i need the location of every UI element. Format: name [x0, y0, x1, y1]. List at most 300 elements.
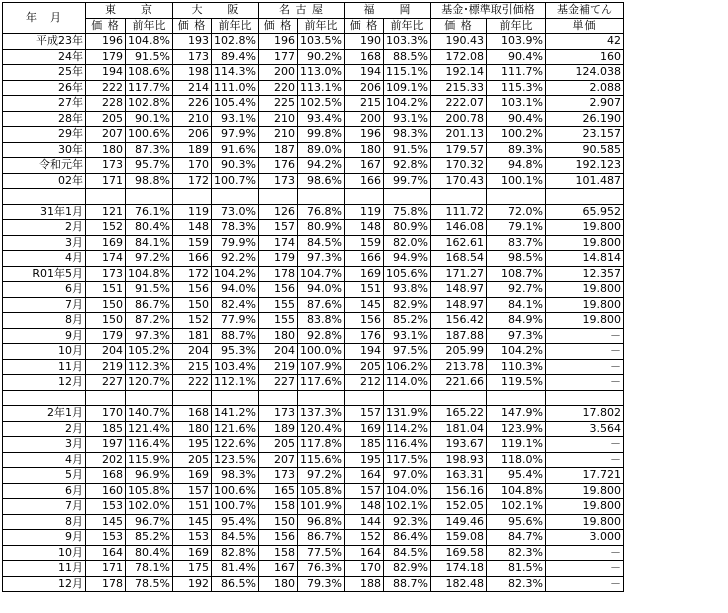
fukuoka-price-cell: 205: [344, 359, 383, 375]
osaka-price-cell: 168: [172, 406, 211, 422]
fukuoka-price-cell: 185: [344, 437, 383, 453]
subsidy-unit-cell: 19.800: [545, 235, 623, 251]
nagoya-price-cell: 180: [258, 328, 297, 344]
tokyo-yoy-cell: 80.4%: [126, 545, 173, 561]
tokyo-price-cell: 196: [86, 34, 126, 50]
nagoya-yoy-cell: 104.7%: [297, 266, 344, 282]
fukuoka-yoy-cell: 82.9%: [383, 561, 430, 577]
table-row: [3, 80, 624, 96]
fukuoka-yoy-cell: 97.5%: [383, 344, 430, 360]
fund-yoy-cell: 89.3%: [486, 142, 545, 158]
fund-price-cell: 181.04: [430, 421, 486, 437]
tokyo-yoy-cell: 115.9%: [126, 452, 173, 468]
osaka-price-cell: 152: [172, 313, 211, 329]
table-row: [3, 406, 624, 422]
fukuoka-price-cell: 164: [344, 545, 383, 561]
nagoya-price-cell: 204: [258, 344, 297, 360]
osaka-price-cell: 173: [172, 49, 211, 65]
table-row: [3, 468, 624, 484]
table-header: [3, 3, 624, 34]
tokyo-yoy-cell: 85.2%: [126, 530, 173, 546]
nagoya-yoy-cell: 93.4%: [297, 111, 344, 127]
table-row: [3, 437, 624, 453]
tokyo-price-cell: 169: [86, 235, 126, 251]
fund-price-cell: 179.57: [430, 142, 486, 158]
nagoya-price-cell: 174: [258, 235, 297, 251]
tokyo-yoy-cell: 87.2%: [126, 313, 173, 329]
tokyo-price-header: 価 格: [86, 18, 126, 34]
fund-yoy-cell: 84.1%: [486, 297, 545, 313]
tokyo-price-cell: 173: [86, 158, 126, 174]
tokyo-yoy-cell: 102.0%: [126, 499, 173, 515]
nagoya-yoy-cell: 79.3%: [297, 576, 344, 592]
nagoya-yoy-cell: 117.6%: [297, 375, 344, 391]
fund-price-cell: 149.46: [430, 514, 486, 530]
period-cell: 4月: [3, 452, 86, 468]
fund-yoy-cell: 92.7%: [486, 282, 545, 298]
fund-yoy-cell: 110.3%: [486, 359, 545, 375]
nagoya-yoy-cell: 89.0%: [297, 142, 344, 158]
tokyo-price-cell: 207: [86, 127, 126, 143]
nagoya-yoy-cell: 76.8%: [297, 204, 344, 220]
nagoya-price-cell: 157: [258, 220, 297, 236]
osaka-price-cell: 192: [172, 576, 211, 592]
fund-price-cell: 163.31: [430, 468, 486, 484]
tokyo-yoy-cell: 78.5%: [126, 576, 173, 592]
fukuoka-price-cell: 180: [344, 142, 383, 158]
nagoya-price-cell: 176: [258, 158, 297, 174]
nagoya-yoy-cell: 120.4%: [297, 421, 344, 437]
fund-price-cell: 198.93: [430, 452, 486, 468]
osaka-yoy-cell: 77.9%: [211, 313, 258, 329]
fund-yoy-cell: 108.7%: [486, 266, 545, 282]
fukuoka-yoy-cell: 92.8%: [383, 158, 430, 174]
osaka-price-cell: 119: [172, 204, 211, 220]
fukuoka-price-cell: 166: [344, 251, 383, 267]
tokyo-price-cell: 121: [86, 204, 126, 220]
period-cell: 25年: [3, 65, 86, 81]
osaka-yoy-cell: 92.2%: [211, 251, 258, 267]
tokyo-yoy-cell: 105.2%: [126, 344, 173, 360]
nagoya-yoy-cell: 97.3%: [297, 251, 344, 267]
fund-yoy-cell: 119.1%: [486, 437, 545, 453]
fukuoka-yoy-cell: 115.1%: [383, 65, 430, 81]
nagoya-price-cell: 155: [258, 297, 297, 313]
subsidy-unit-cell: 3.000: [545, 530, 623, 546]
fund-yoy-cell: 84.7%: [486, 530, 545, 546]
tokyo-price-cell: 204: [86, 344, 126, 360]
tokyo-yoy-cell: 91.5%: [126, 282, 173, 298]
fund-yoy-cell: 81.5%: [486, 561, 545, 577]
fund-price-cell: 201.13: [430, 127, 486, 143]
fukuoka-yoy-header: 前年比: [383, 18, 430, 34]
fund-yoy-cell: 82.3%: [486, 545, 545, 561]
period-cell: 令和元年: [3, 158, 86, 174]
fukuoka-yoy-cell: 114.2%: [383, 421, 430, 437]
nagoya-price-cell: 210: [258, 127, 297, 143]
fukuoka-price-cell: 119: [344, 204, 383, 220]
tokyo-price-cell: 179: [86, 49, 126, 65]
period-cell: 4月: [3, 251, 86, 267]
price-table: [2, 2, 624, 592]
table-row: [3, 421, 624, 437]
tokyo-yoy-cell: 97.2%: [126, 251, 173, 267]
osaka-price-cell: 215: [172, 359, 211, 375]
osaka-yoy-cell: 95.3%: [211, 344, 258, 360]
nagoya-yoy-cell: [297, 189, 344, 205]
period-cell: 2月: [3, 220, 86, 236]
osaka-price-cell: 222: [172, 375, 211, 391]
nagoya-price-cell: [258, 390, 297, 406]
subsidy-unit-cell: －: [545, 545, 623, 561]
osaka-price-cell: 204: [172, 344, 211, 360]
osaka-price-cell: 157: [172, 483, 211, 499]
nagoya-yoy-cell: 99.8%: [297, 127, 344, 143]
osaka-price-cell: 170: [172, 158, 211, 174]
fund-yoy-cell: 115.3%: [486, 80, 545, 96]
fund-price-cell: 170.32: [430, 158, 486, 174]
table-row: [3, 576, 624, 592]
nagoya-yoy-cell: 97.2%: [297, 468, 344, 484]
tokyo-price-cell: 228: [86, 96, 126, 112]
fund-price-cell: 200.78: [430, 111, 486, 127]
tokyo-yoy-cell: 87.3%: [126, 142, 173, 158]
table-row: [3, 127, 624, 143]
fund-price-cell: 222.07: [430, 96, 486, 112]
fund-price-cell: 165.22: [430, 406, 486, 422]
tokyo-yoy-cell: 95.7%: [126, 158, 173, 174]
nagoya-price-cell: 189: [258, 421, 297, 437]
subsidy-unit-header: 単価: [545, 18, 623, 34]
table-body: [3, 34, 624, 592]
osaka-yoy-cell: 122.6%: [211, 437, 258, 453]
fukuoka-yoy-cell: 86.4%: [383, 530, 430, 546]
fund-price-cell: 146.08: [430, 220, 486, 236]
fund-price-cell: 148.97: [430, 297, 486, 313]
subsidy-unit-cell: －: [545, 375, 623, 391]
fukuoka-price-cell: [344, 189, 383, 205]
osaka-yoy-cell: 91.6%: [211, 142, 258, 158]
nagoya-yoy-cell: 92.8%: [297, 328, 344, 344]
nagoya-yoy-cell: 102.5%: [297, 96, 344, 112]
fukuoka-price-cell: 169: [344, 266, 383, 282]
osaka-yoy-cell: 114.3%: [211, 65, 258, 81]
osaka-price-cell: [172, 189, 211, 205]
fund-price-cell: 192.14: [430, 65, 486, 81]
fukuoka-price-cell: 167: [344, 158, 383, 174]
osaka-yoy-cell: 84.5%: [211, 530, 258, 546]
osaka-yoy-cell: 121.6%: [211, 421, 258, 437]
tokyo-yoy-cell: 97.3%: [126, 328, 173, 344]
fund-price-cell: 156.16: [430, 483, 486, 499]
tokyo-price-cell: 180: [86, 142, 126, 158]
nagoya-price-cell: 207: [258, 452, 297, 468]
osaka-yoy-cell: 123.5%: [211, 452, 258, 468]
fukuoka-yoy-cell: 114.0%: [383, 375, 430, 391]
fund-yoy-cell: 100.1%: [486, 173, 545, 189]
nagoya-yoy-cell: 115.6%: [297, 452, 344, 468]
subsidy-unit-cell: 19.800: [545, 220, 623, 236]
fukuoka-price-cell: 157: [344, 406, 383, 422]
table-row: [3, 251, 624, 267]
spacer-row: [3, 189, 624, 205]
nagoya-price-header: 価 格: [258, 18, 297, 34]
fukuoka-yoy-cell: 93.8%: [383, 282, 430, 298]
subsidy-unit-cell: 17.721: [545, 468, 623, 484]
osaka-price-cell: 189: [172, 142, 211, 158]
spacer-row: [3, 390, 624, 406]
tokyo-yoy-cell: 104.8%: [126, 34, 173, 50]
fukuoka-price-cell: 206: [344, 80, 383, 96]
osaka-yoy-cell: 89.4%: [211, 49, 258, 65]
table-row: [3, 220, 624, 236]
tokyo-yoy-cell: 96.9%: [126, 468, 173, 484]
osaka-yoy-cell: 111.0%: [211, 80, 258, 96]
osaka-price-cell: 198: [172, 65, 211, 81]
fukuoka-price-cell: 144: [344, 514, 383, 530]
fund-yoy-cell: [486, 390, 545, 406]
fukuoka-yoy-cell: 80.9%: [383, 220, 430, 236]
fukuoka-yoy-cell: 82.0%: [383, 235, 430, 251]
fund-yoy-cell: 147.9%: [486, 406, 545, 422]
subsidy-unit-cell: 19.800: [545, 514, 623, 530]
subsidy-unit-cell: 19.800: [545, 313, 623, 329]
fund-price-cell: 213.78: [430, 359, 486, 375]
tokyo-yoy-cell: 140.7%: [126, 406, 173, 422]
fund-yoy-cell: 104.8%: [486, 483, 545, 499]
fukuoka-price-cell: 148: [344, 499, 383, 515]
osaka-price-cell: 193: [172, 34, 211, 50]
fund-yoy-cell: 100.2%: [486, 127, 545, 143]
fund-price-cell: 190.43: [430, 34, 486, 50]
nagoya-price-cell: 150: [258, 514, 297, 530]
fund-yoy-cell: 98.5%: [486, 251, 545, 267]
tokyo-yoy-cell: 91.5%: [126, 49, 173, 65]
osaka-price-cell: 206: [172, 127, 211, 143]
osaka-yoy-cell: 102.8%: [211, 34, 258, 50]
subsidy-unit-cell: －: [545, 576, 623, 592]
fukuoka-price-cell: 164: [344, 468, 383, 484]
tokyo-price-cell: 202: [86, 452, 126, 468]
nagoya-price-cell: 180: [258, 576, 297, 592]
nagoya-price-cell: 220: [258, 80, 297, 96]
period-cell: 3月: [3, 437, 86, 453]
fund-price-cell: 193.67: [430, 437, 486, 453]
osaka-price-cell: 156: [172, 282, 211, 298]
tokyo-price-cell: 153: [86, 530, 126, 546]
nagoya-price-cell: 225: [258, 96, 297, 112]
fund-price-header: 基金･標準取引価格: [430, 3, 545, 19]
tokyo-yoy-cell: 84.1%: [126, 235, 173, 251]
fukuoka-yoy-cell: 131.9%: [383, 406, 430, 422]
tokyo-yoy-cell: 98.8%: [126, 173, 173, 189]
fund-yoy-cell: 79.1%: [486, 220, 545, 236]
osaka-yoy-cell: 81.4%: [211, 561, 258, 577]
nagoya-price-cell: 165: [258, 483, 297, 499]
osaka-price-cell: 175: [172, 561, 211, 577]
period-cell: 8月: [3, 514, 86, 530]
osaka-price-cell: 148: [172, 220, 211, 236]
fukuoka-yoy-cell: 103.3%: [383, 34, 430, 50]
fukuoka-price-cell: 212: [344, 375, 383, 391]
fukuoka-price-cell: 176: [344, 328, 383, 344]
subsidy-unit-cell: 124.038: [545, 65, 623, 81]
table-row: [3, 344, 624, 360]
osaka-yoy-cell: 97.9%: [211, 127, 258, 143]
fukuoka-yoy-cell: 93.1%: [383, 328, 430, 344]
nagoya-yoy-cell: 117.8%: [297, 437, 344, 453]
fukuoka-price-cell: 170: [344, 561, 383, 577]
osaka-price-cell: 172: [172, 173, 211, 189]
tokyo-price-cell: 179: [86, 328, 126, 344]
nagoya-price-cell: 156: [258, 530, 297, 546]
osaka-price-cell: 226: [172, 96, 211, 112]
osaka-price-header: 価 格: [172, 18, 211, 34]
table-row: [3, 545, 624, 561]
tokyo-price-cell: 152: [86, 220, 126, 236]
fund-yoy-cell: 103.1%: [486, 96, 545, 112]
subsidy-unit-cell: 19.800: [545, 483, 623, 499]
fukuoka-yoy-cell: 106.2%: [383, 359, 430, 375]
tokyo-yoy-cell: 104.8%: [126, 266, 173, 282]
fund-price-cell: 111.72: [430, 204, 486, 220]
period-cell: 2月: [3, 421, 86, 437]
nagoya-price-cell: 158: [258, 499, 297, 515]
nagoya-price-cell: 205: [258, 437, 297, 453]
table-row: [3, 49, 624, 65]
fukuoka-yoy-cell: 85.2%: [383, 313, 430, 329]
fund-yoy-cell: 118.0%: [486, 452, 545, 468]
osaka-yoy-cell: [211, 189, 258, 205]
tokyo-price-cell: 227: [86, 375, 126, 391]
tokyo-price-cell: 171: [86, 173, 126, 189]
tokyo-price-cell: 178: [86, 576, 126, 592]
fukuoka-yoy-cell: [383, 189, 430, 205]
osaka-yoy-cell: 95.4%: [211, 514, 258, 530]
period-cell: 12月: [3, 576, 86, 592]
tokyo-yoy-cell: 120.7%: [126, 375, 173, 391]
period-cell: 9月: [3, 530, 86, 546]
osaka-price-cell: 181: [172, 328, 211, 344]
nagoya-price-cell: 179: [258, 251, 297, 267]
osaka-price-cell: 195: [172, 437, 211, 453]
tokyo-yoy-cell: 102.8%: [126, 96, 173, 112]
subsidy-unit-cell: 2.088: [545, 80, 623, 96]
period-cell: 24年: [3, 49, 86, 65]
period-cell: 平成23年: [3, 34, 86, 50]
fund-price-cell: 148.97: [430, 282, 486, 298]
fukuoka-yoy-cell: 102.1%: [383, 499, 430, 515]
fukuoka-price-cell: 169: [344, 421, 383, 437]
osaka-yoy-cell: 94.0%: [211, 282, 258, 298]
table-row: [3, 158, 624, 174]
osaka-price-cell: 159: [172, 235, 211, 251]
fund-yoy-cell: 90.4%: [486, 49, 545, 65]
tokyo-price-cell: 173: [86, 266, 126, 282]
fukuoka-yoy-cell: 98.3%: [383, 127, 430, 143]
tokyo-price-cell: 153: [86, 499, 126, 515]
subsidy-unit-cell: 101.487: [545, 173, 623, 189]
nagoya-yoy-cell: 100.0%: [297, 344, 344, 360]
subsidy-unit-cell: 14.814: [545, 251, 623, 267]
nagoya-yoy-cell: 94.0%: [297, 282, 344, 298]
table-row: [3, 452, 624, 468]
table-row: [3, 375, 624, 391]
osaka-yoy-cell: 98.3%: [211, 468, 258, 484]
tokyo-price-cell: 197: [86, 437, 126, 453]
fukuoka-price-cell: 152: [344, 530, 383, 546]
fund-price-cell: [430, 189, 486, 205]
osaka-price-cell: 180: [172, 421, 211, 437]
table-row: [3, 297, 624, 313]
tokyo-yoy-cell: 78.1%: [126, 561, 173, 577]
fund-price-cell: 170.43: [430, 173, 486, 189]
tokyo-price-cell: 164: [86, 545, 126, 561]
osaka-yoy-cell: 88.7%: [211, 328, 258, 344]
fund-price-cell: 172.08: [430, 49, 486, 65]
fund-price-cell: 174.18: [430, 561, 486, 577]
tokyo-yoy-cell: 108.6%: [126, 65, 173, 81]
osaka-price-cell: 145: [172, 514, 211, 530]
osaka-price-cell: 166: [172, 251, 211, 267]
tokyo-yoy-cell: 80.4%: [126, 220, 173, 236]
subsidy-unit-cell: 3.564: [545, 421, 623, 437]
subsidy-unit-cell: －: [545, 561, 623, 577]
tokyo-price-cell: 171: [86, 561, 126, 577]
tokyo-price-cell: 150: [86, 297, 126, 313]
fund-price-cell: 187.88: [430, 328, 486, 344]
nagoya-price-cell: 196: [258, 34, 297, 50]
nagoya-price-cell: 126: [258, 204, 297, 220]
table-row: [3, 34, 624, 50]
osaka-price-cell: 169: [172, 545, 211, 561]
nagoya-price-cell: 177: [258, 49, 297, 65]
fukuoka-yoy-cell: 94.9%: [383, 251, 430, 267]
nagoya-yoy-header: 前年比: [297, 18, 344, 34]
fukuoka-price-cell: 168: [344, 49, 383, 65]
fund-price-cell: 156.42: [430, 313, 486, 329]
nagoya-yoy-cell: 80.9%: [297, 220, 344, 236]
fukuoka-price-cell: 194: [344, 344, 383, 360]
period-cell: 7月: [3, 297, 86, 313]
osaka-price-cell: 150: [172, 297, 211, 313]
osaka-yoy-cell: 82.4%: [211, 297, 258, 313]
fund-price-cell: 162.61: [430, 235, 486, 251]
subsidy-unit-cell: 42: [545, 34, 623, 50]
tokyo-yoy-cell: 90.1%: [126, 111, 173, 127]
period-cell: 27年: [3, 96, 86, 112]
fukuoka-yoy-cell: 92.3%: [383, 514, 430, 530]
osaka-yoy-cell: 73.0%: [211, 204, 258, 220]
table-row: [3, 328, 624, 344]
table-row: [3, 561, 624, 577]
nagoya-price-cell: 156: [258, 282, 297, 298]
fund-price-cell: 171.27: [430, 266, 486, 282]
osaka-yoy-cell: 100.6%: [211, 483, 258, 499]
osaka-price-cell: 169: [172, 468, 211, 484]
table-row: [3, 111, 624, 127]
tokyo-yoy-header: 前年比: [126, 18, 173, 34]
osaka-yoy-cell: 90.3%: [211, 158, 258, 174]
fukuoka-yoy-cell: 91.5%: [383, 142, 430, 158]
table-row: [3, 96, 624, 112]
fund-yoy-header: 前年比: [486, 18, 545, 34]
period-cell: R01年5月: [3, 266, 86, 282]
fukuoka-yoy-cell: 99.7%: [383, 173, 430, 189]
period-cell: 12月: [3, 375, 86, 391]
fund-yoy-cell: 97.3%: [486, 328, 545, 344]
osaka-yoy-cell: [211, 390, 258, 406]
